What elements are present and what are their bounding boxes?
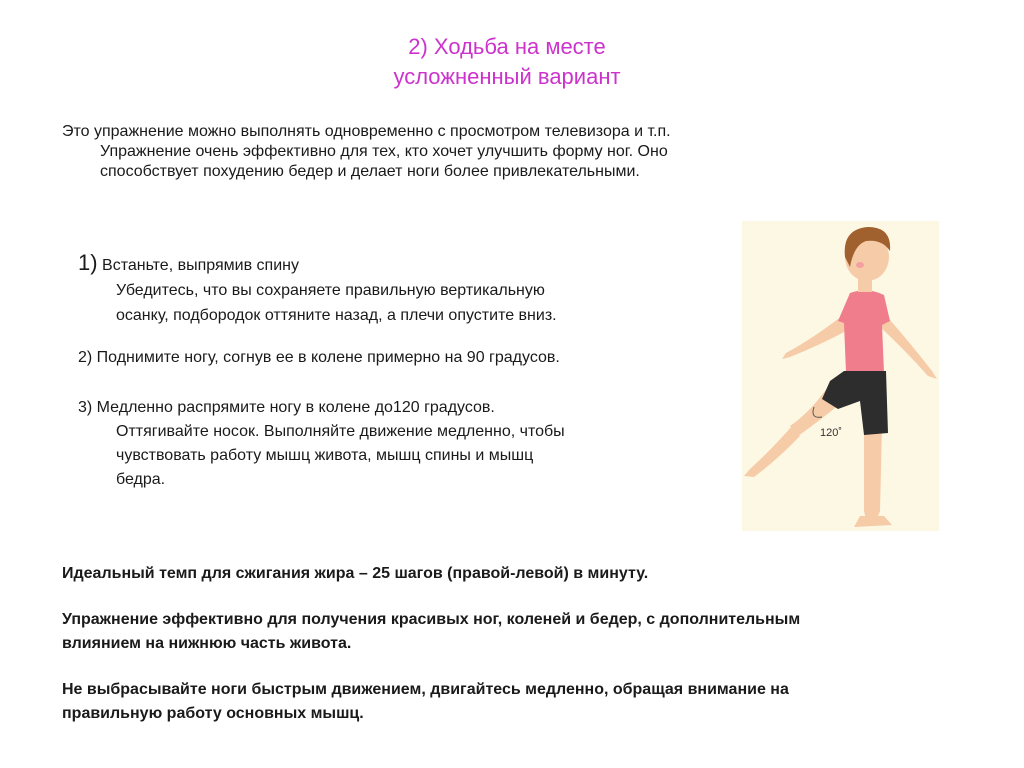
step-3	[78, 396, 565, 492]
slide-title: 2) Ходьба на месте	[408, 34, 606, 59]
intro-line-3: способствует похудению бедер и делает ноги более привлекательными.	[100, 163, 640, 180]
step-3-line-3: чувствовать работу мышц живота, мышц спины и мышц	[116, 447, 534, 464]
note-effectiveness-line-2: влиянием на нижнюю часть живота.	[62, 635, 352, 652]
note-caution-line-1: Не выбрасывайте ноги быстрым движением, двигайтесь медленно, обращая внимание на	[62, 681, 789, 698]
step-1-line-2: Убедитесь, что вы сохраняете правильную вертикальную	[116, 282, 545, 299]
cheek	[856, 262, 864, 268]
step-2: 2) Поднимите ногу, согнув ее в колене примерно на 90 градусов.	[78, 349, 560, 366]
angle-label: 120˚	[820, 427, 843, 439]
shirt	[838, 290, 890, 373]
intro-line-1: Это упражнение можно выполнять одновременно с просмотром телевизора и т.п.	[62, 123, 671, 140]
step-1-heading: Встаньте, выпрямив спину	[102, 257, 299, 274]
note-effectiveness	[62, 608, 800, 656]
standing-leg	[864, 421, 882, 519]
step-1-line-3: осанку, подбородок оттяните назад, а плечи опустите вниз.	[116, 307, 557, 324]
step-3-line-2: Оттягивайте носок. Выполняйте движение медленно, чтобы	[116, 423, 565, 440]
intro-line-2: Упражнение очень эффективно для тех, кто хочет улучшить форму ног. Оно	[100, 143, 668, 160]
note-pace: Идеальный темп для сжигания жира – 25 шагов (правой-левой) в минуту.	[62, 565, 649, 582]
intro-paragraph	[62, 122, 671, 182]
exercise-illustration	[742, 221, 939, 531]
note-caution-line-2: правильную работу основных мышц.	[62, 705, 364, 722]
slide-subtitle: усложненный вариант	[393, 64, 621, 89]
step-3-line-1: 3) Медленно распрямите ногу в колене до120 градусов.	[78, 399, 495, 416]
step-1-number: 1)	[78, 250, 98, 275]
note-caution	[62, 678, 789, 726]
step-1	[78, 250, 557, 328]
step-3-line-4: бедра.	[116, 471, 166, 488]
note-effectiveness-line-1: Упражнение эффективно для получения красивых ног, коленей и бедер, с дополнительным	[62, 611, 801, 628]
